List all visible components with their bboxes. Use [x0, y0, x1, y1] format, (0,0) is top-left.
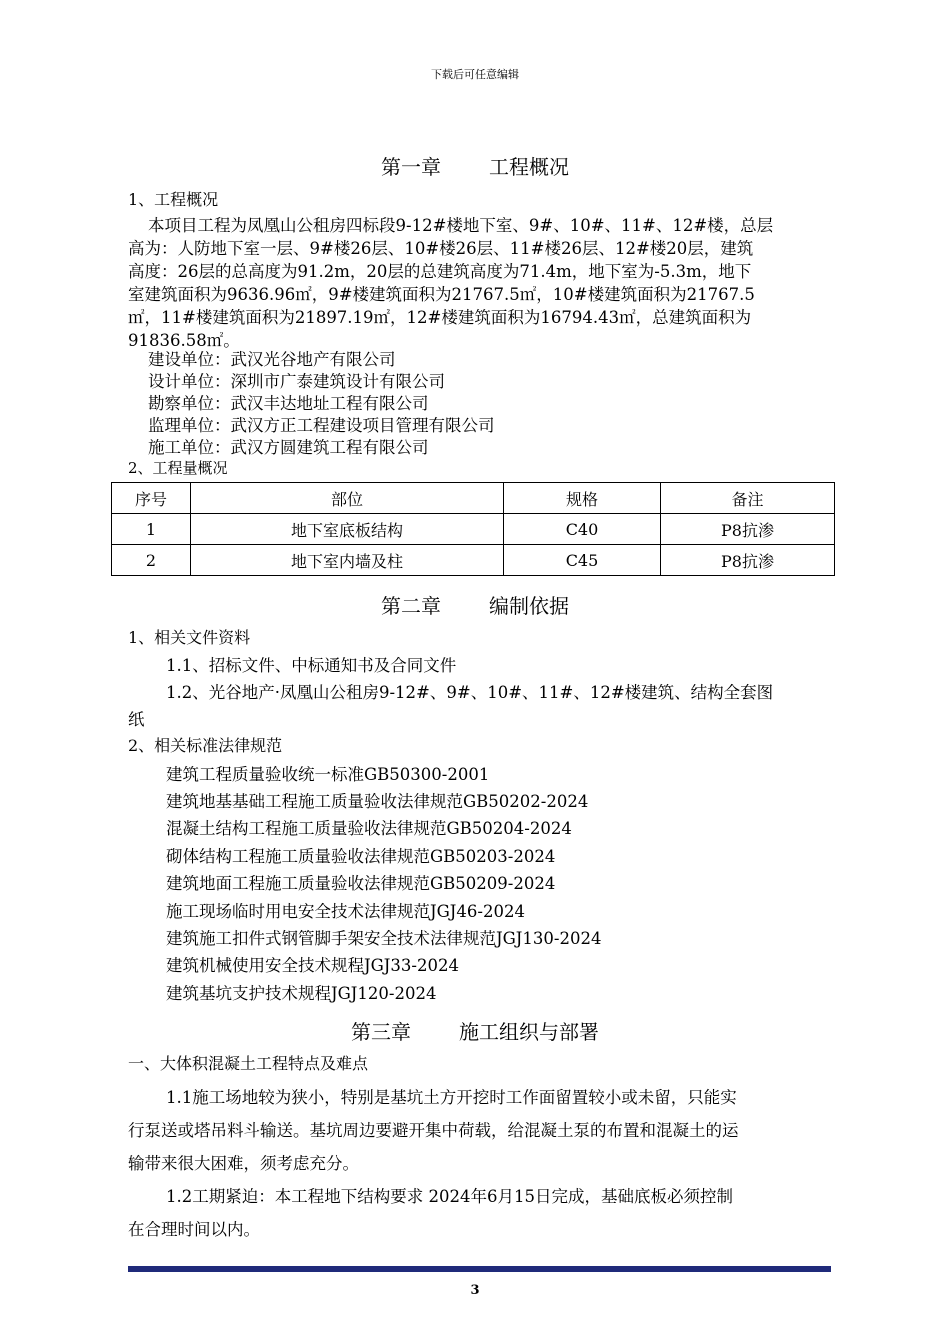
table-cell: P8抗渗 [661, 545, 835, 576]
chapter1-title-text: 工程概况 [489, 155, 569, 179]
section-2-2-title: 2、相关标准法律规范 [128, 736, 283, 755]
standard-item: 建筑施工扣件式钢管脚手架安全技术法律规范JGJ130-2024 [166, 929, 602, 948]
table-header-cell: 序号 [112, 483, 191, 514]
table-cell: C40 [504, 514, 661, 545]
overview-line: 本项目工程为凤凰山公租房四标段9-12#楼地下室、9#、10#、11#、12#楼，总层 [148, 216, 774, 235]
page-number: 3 [470, 1283, 480, 1298]
chapter3-title-number: 第三章 [351, 1020, 411, 1044]
table-header-row [112, 483, 835, 514]
chapter2-title [0, 590, 950, 619]
difficulty-line: 1.1施工场地较为狭小，特别是基坑土方开挖时工作面留置较小或未留，只能实 [166, 1088, 737, 1107]
section-3-1-title: 一、大体积混凝土工程特点及难点 [128, 1054, 369, 1073]
overview-line: 室建筑面积为9636.96㎡，9#楼建筑面积为21767.5㎡，10#楼建筑面积为21767.5 [128, 285, 755, 304]
standard-item: 建筑机械使用安全技术规程JGJ33-2024 [166, 956, 459, 975]
chapter2-title-number: 第二章 [381, 594, 441, 618]
table-cell: C45 [504, 545, 661, 576]
quantity-table [111, 482, 835, 576]
overview-line: 高度：26层的总高度为91.2m，20层的总建筑高度为71.4m，地下室为-5.3m，地下 [128, 262, 752, 281]
unit-line: 施工单位：武汉方圆建筑工程有限公司 [148, 438, 429, 457]
header-note: 下载后可任意编辑 [431, 68, 519, 81]
document-item: 1.2、光谷地产·凤凰山公租房9-12#、9#、10#、11#、12#楼建筑、结构全套图 [166, 683, 774, 702]
unit-line: 建设单位：武汉光谷地产有限公司 [148, 350, 396, 369]
document-item: 纸 [128, 710, 145, 729]
standard-item: 混凝土结构工程施工质量验收法律规范GB50204-2024 [166, 819, 572, 838]
section-1-1-title: 1、工程概况 [128, 190, 219, 209]
standard-item: 施工现场临时用电安全技术法律规范JGJ46-2024 [166, 902, 525, 921]
chapter2-title-text: 编制依据 [489, 594, 569, 618]
chapter1-title [0, 151, 950, 180]
footer-divider [128, 1266, 831, 1272]
section-2-1-title: 1、相关文件资料 [128, 628, 251, 647]
table-cell: 2 [112, 545, 191, 576]
standard-item: 建筑工程质量验收统一标准GB50300-2001 [166, 765, 490, 784]
unit-line: 勘察单位：武汉丰达地址工程有限公司 [148, 394, 429, 413]
difficulty-line: 行泵送或塔吊料斗输送。基坑周边要避开集中荷载，给混凝土泵的布置和混凝土的运 [128, 1121, 739, 1140]
chapter3-title [0, 1016, 950, 1045]
standard-item: 建筑地基基础工程施工质量验收法律规范GB50202-2024 [166, 792, 589, 811]
unit-line: 设计单位：深圳市广泰建筑设计有限公司 [148, 372, 445, 391]
section-1-2-title: 2、工程量概况 [128, 459, 228, 477]
table-header-cell: 备注 [661, 483, 835, 514]
table-cell: 地下室底板结构 [191, 514, 504, 545]
table-header-cell: 规格 [504, 483, 661, 514]
document-item: 1.1、招标文件、中标通知书及合同文件 [166, 656, 457, 675]
chapter1-title-number: 第一章 [381, 155, 441, 179]
overview-line: 高为：人防地下室一层、9#楼26层、10#楼26层、11#楼26层、12#楼20层，建筑 [128, 239, 754, 258]
standard-item: 建筑基坑支护技术规程JGJ120-2024 [166, 984, 437, 1003]
table-cell: 地下室内墙及柱 [191, 545, 504, 576]
unit-line: 监理单位：武汉方正工程建设项目管理有限公司 [148, 416, 495, 435]
table-row [112, 514, 835, 545]
table-row [112, 545, 835, 576]
standard-item: 砌体结构工程施工质量验收法律规范GB50203-2024 [166, 847, 556, 866]
difficulty-line: 输带来很大困难，须考虑充分。 [128, 1154, 359, 1173]
schedule-line: 1.2工期紧迫：本工程地下结构要求 2024年6月15日完成，基础底板必须控制 [166, 1187, 733, 1206]
schedule-line: 在合理时间以内。 [128, 1220, 260, 1239]
overview-line: 91836.58㎡。 [128, 331, 240, 350]
table-header-cell: 部位 [191, 483, 504, 514]
overview-line: ㎡，11#楼建筑面积为21897.19㎡，12#楼建筑面积为16794.43㎡，总建筑面积为 [128, 308, 752, 327]
standard-item: 建筑地面工程施工质量验收法律规范GB50209-2024 [166, 874, 556, 893]
table-cell: 1 [112, 514, 191, 545]
chapter3-title-text: 施工组织与部署 [459, 1020, 599, 1044]
table-cell: P8抗渗 [661, 514, 835, 545]
